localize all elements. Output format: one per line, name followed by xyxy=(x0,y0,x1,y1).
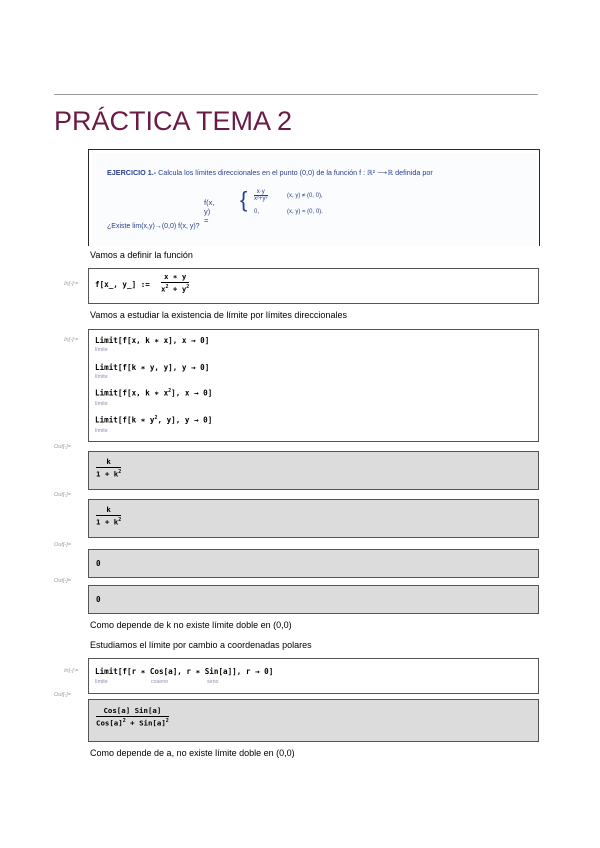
out-label: Out[-]= xyxy=(54,578,71,584)
text-define-function: Vamos a definir la función xyxy=(90,250,193,260)
hint-sine: seno xyxy=(207,679,219,685)
output-fraction-polar: Cos[a] Sin[a] $Cos[a]^2 + Sin[a]^2$ xyxy=(96,706,169,728)
text-depends-on-a: Como depende de a, no existe límite doble en (0,0) xyxy=(90,748,295,758)
out-label: Out[-]= xyxy=(54,542,71,548)
hint-cosine: coseno xyxy=(151,679,169,685)
exercise-box: EJERCICIO 1.- Calcula los límites direccionales en el punto (0,0) de la función f : ℝ² ⟶ℝ definida por f(x, y) = { x·y x²+y² (x, y) ≠ (0, 0), 0, (x, y) = (0, 0). ¿Existe lim(x,y)→(0,0) f(x, y)? xyxy=(88,149,540,246)
text-depends-on-k: Como depende de k no existe límite doble en (0,0) xyxy=(90,620,292,630)
hint-limit-1: límite xyxy=(95,347,108,353)
code-limit-4: Limit[f[k ∗ $y^2$, y], y → 0] xyxy=(95,415,213,425)
output-cell-polar xyxy=(88,699,539,742)
code-polar-limit: Limit[f[r ∗ Cos[a], r ∗ Sin[a]], r → 0] xyxy=(95,667,274,676)
output-cell-2 xyxy=(88,499,539,538)
output-fraction-1: k $1 + k^2$ xyxy=(96,457,122,479)
in-label: In[-]:= xyxy=(64,281,79,287)
top-rule xyxy=(54,94,538,95)
code-lhs: f[x_, y_] := xyxy=(95,280,150,289)
page-title: PRÁCTICA TEMA 2 xyxy=(54,106,293,136)
out-label: Out[-]= xyxy=(54,492,71,498)
in-label: In[-]:= xyxy=(64,668,79,674)
code-fraction: x ∗ y $x^2 + y^2$ xyxy=(161,272,190,294)
code-limit-3: Limit[f[x, k ∗ $x^2$], x → 0] xyxy=(95,388,213,398)
out-label: Out[-]= xyxy=(54,444,71,450)
output-cell-3 xyxy=(88,549,539,578)
hint-limit-4: límite xyxy=(95,428,108,434)
hint-limit-3: límite xyxy=(95,401,108,407)
hint-limit: límite xyxy=(95,679,108,685)
input-cell-define[interactable] xyxy=(88,268,539,304)
exercise-question: ¿Existe lim(x,y)→(0,0) f(x, y)? xyxy=(107,223,200,230)
input-cell-limits[interactable] xyxy=(88,329,539,442)
output-cell-4 xyxy=(88,585,539,614)
code-limit-2: Limit[f[k ∗ y, y], y → 0] xyxy=(95,363,210,372)
code-limit-1: Limit[f[x, k ∗ x], x → 0] xyxy=(95,336,210,345)
text-polar-coordinates: Estudiamos el límite por cambio a coordenadas polares xyxy=(90,640,312,650)
output-cell-1 xyxy=(88,451,539,490)
hint-limit-2: límite xyxy=(95,374,108,380)
output-fraction-2: k $1 + k^2$ xyxy=(96,505,122,527)
input-cell-polar[interactable] xyxy=(88,658,539,694)
output-value-4: 0 xyxy=(96,595,101,604)
text-directional-limits: Vamos a estudiar la existencia de límite por límites direccionales xyxy=(90,310,347,320)
exercise-statement: EJERCICIO 1.- Calcula los límites direccionales en el punto (0,0) de la función f : ℝ² ⟶ℝ definida por xyxy=(107,168,433,177)
output-value-3: 0 xyxy=(96,559,101,568)
out-label: Out[-]= xyxy=(54,692,71,698)
in-label: In[-]:= xyxy=(64,337,79,343)
